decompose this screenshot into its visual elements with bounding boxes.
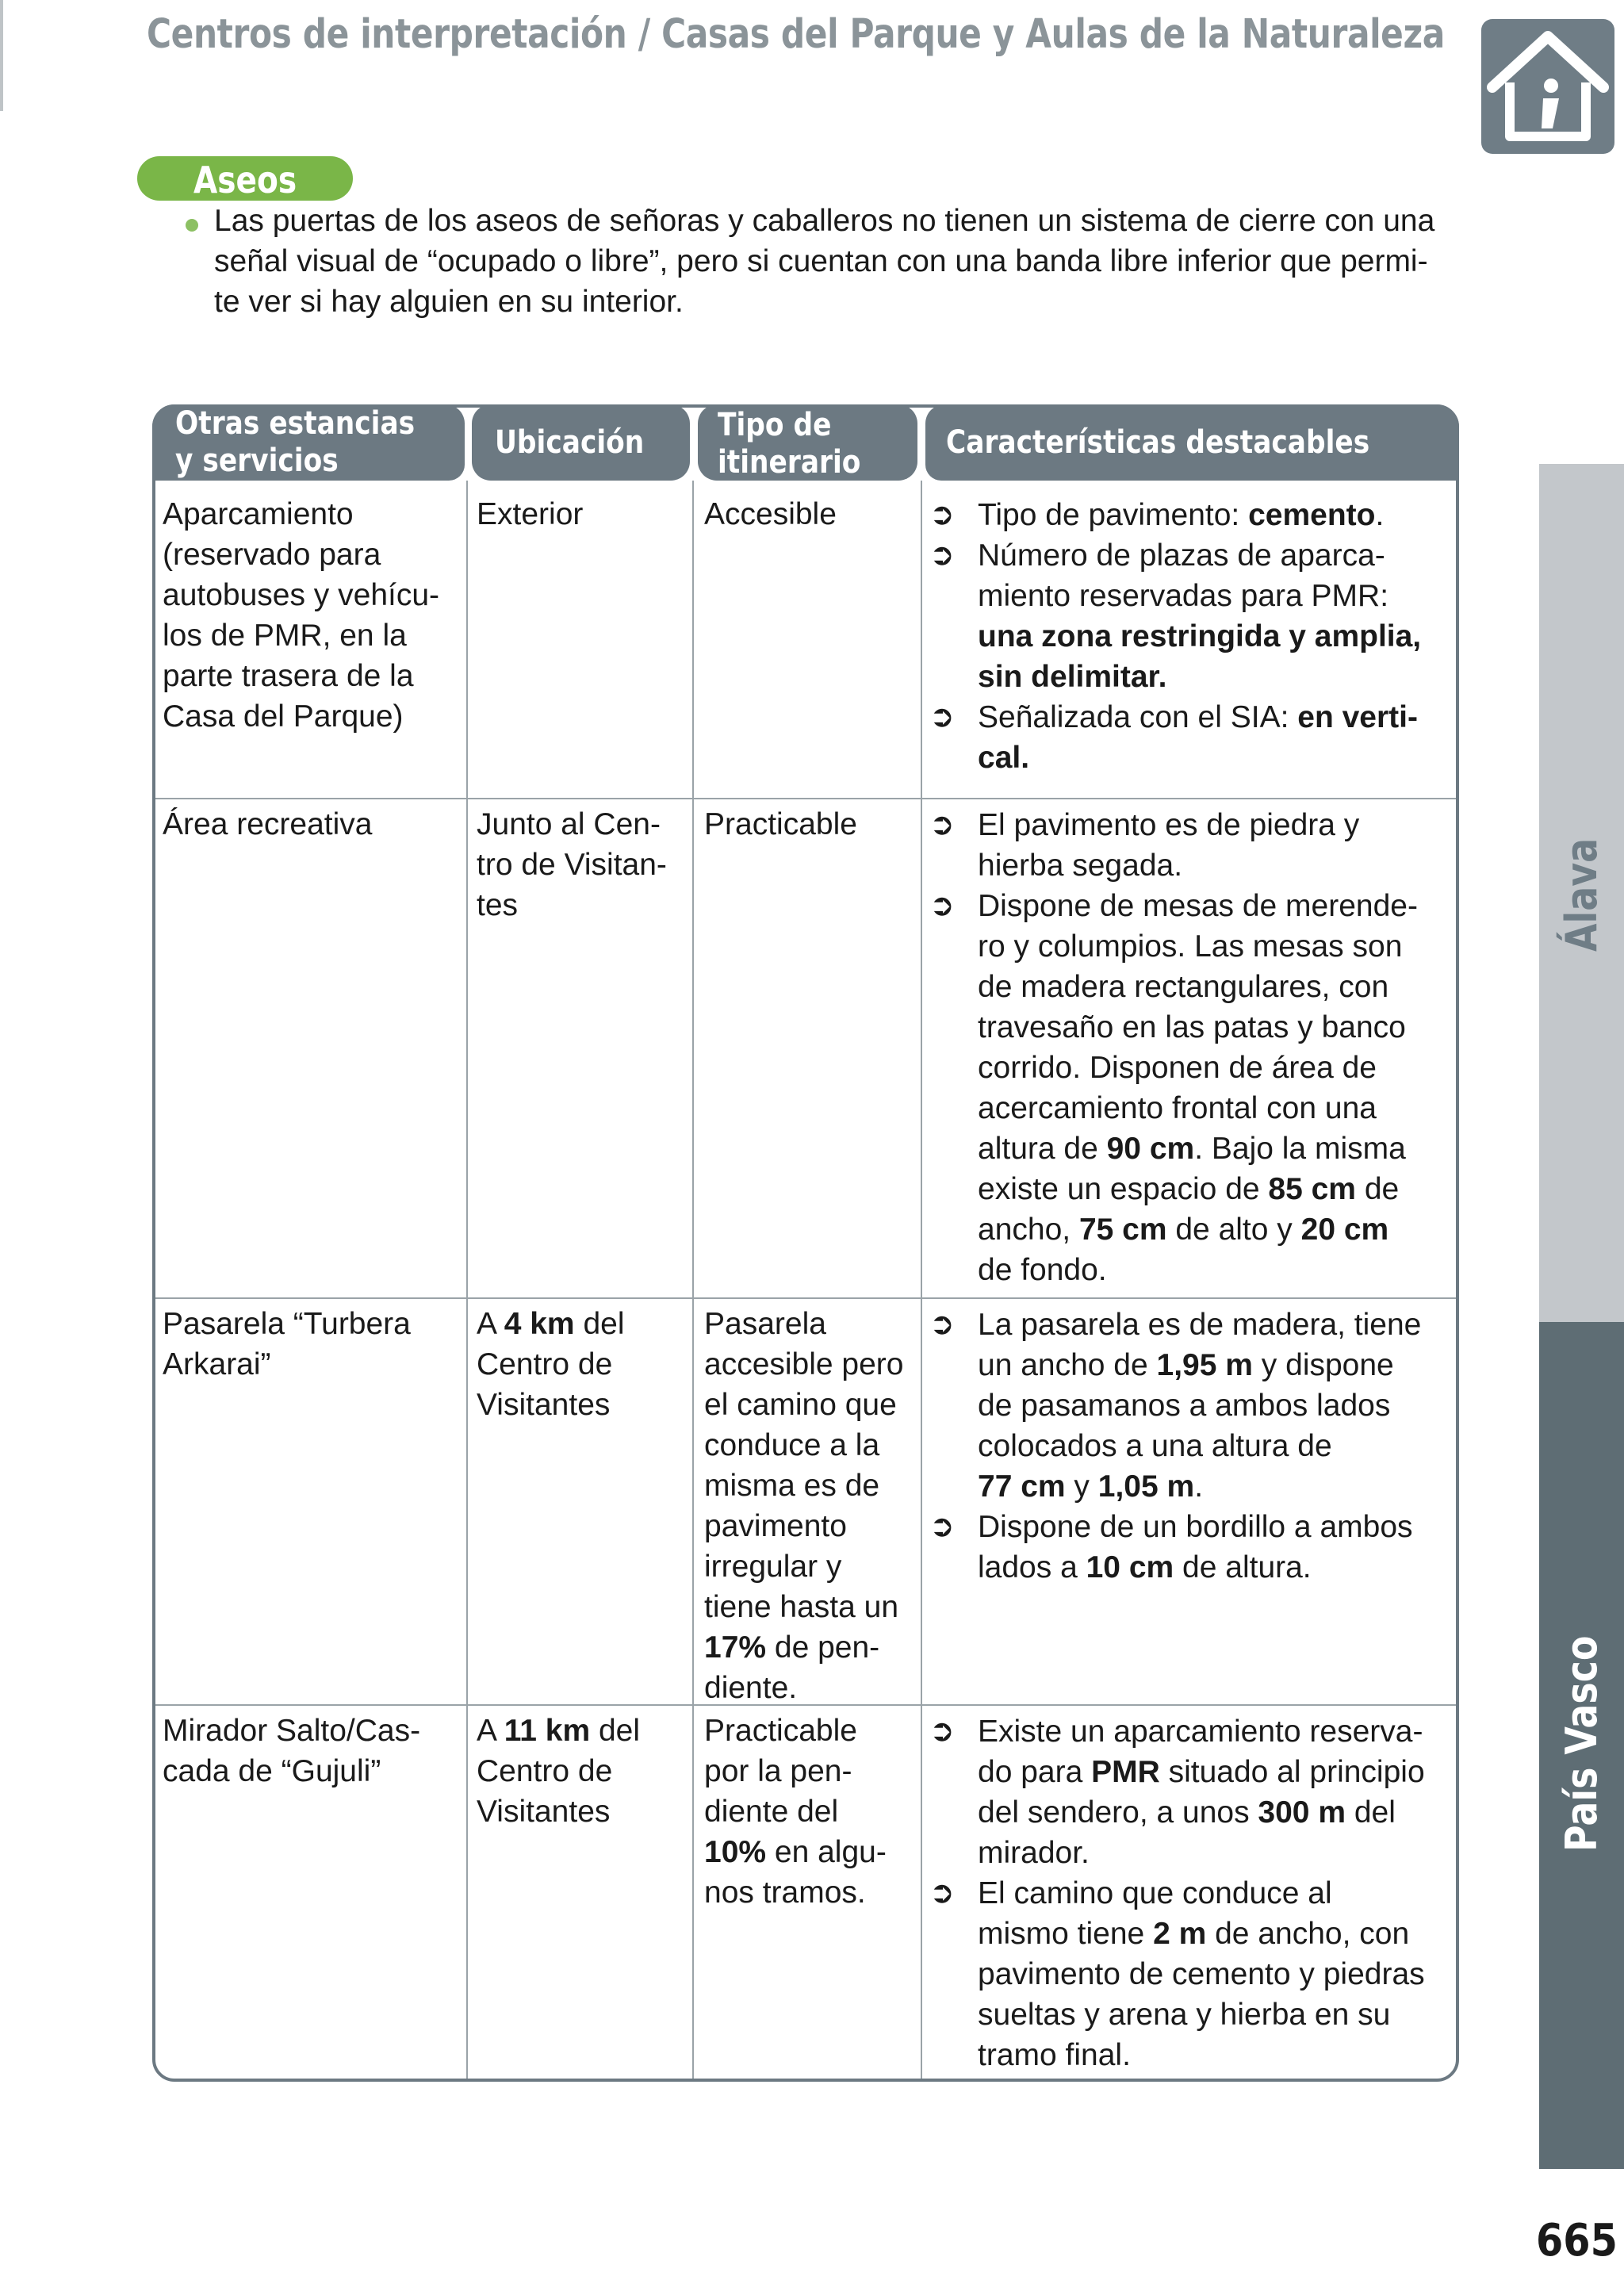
cell-line: Centro de — [477, 1347, 613, 1381]
cell-line: los de PMR, en la — [163, 619, 407, 653]
cell-line: un ancho de 1,95 m y dispone — [978, 1348, 1394, 1382]
cell-line: pavimento — [704, 1509, 847, 1543]
cell-line: de madera rectangulares, con — [978, 970, 1389, 1004]
table-cell-features — [978, 805, 1446, 1290]
cell-line: diente. — [704, 1671, 798, 1705]
row-divider — [155, 798, 1456, 799]
arrow-bullet-icon: ➲ — [929, 498, 955, 531]
cell-line: una zona restringida y amplia, — [978, 619, 1422, 653]
cell-line: (reservado para — [163, 538, 381, 572]
table-cell-route — [704, 804, 857, 845]
header-services — [152, 404, 465, 481]
arrow-bullet-icon: ➲ — [929, 1876, 955, 1910]
page-number: 665 — [1536, 2215, 1618, 2266]
cell-line: Señalizada con el SIA: en verti- — [978, 700, 1418, 734]
cell-line: Exterior — [477, 497, 584, 531]
cell-line: tiene hasta un — [704, 1590, 899, 1624]
cell-line: Junto al Cen- — [477, 807, 661, 841]
cell-line: misma es de — [704, 1469, 880, 1503]
cell-line: acercamiento frontal con una — [978, 1091, 1377, 1125]
cell-line: Dispone de un bordillo a ambos — [978, 1510, 1413, 1544]
cell-line: ro y columpios. Las mesas son — [978, 929, 1403, 964]
cell-line: mirador. — [978, 1836, 1090, 1870]
cell-line: tro de Visitan- — [477, 848, 667, 882]
cell-line: travesaño en las patas y banco — [978, 1010, 1406, 1044]
header-route-type — [698, 404, 917, 481]
cell-line: 10% en algu- — [704, 1835, 887, 1869]
table-cell-features — [978, 495, 1446, 778]
section-tag-label: Aseos — [193, 159, 297, 201]
column-divider — [692, 481, 694, 2079]
cell-line: Aparcamiento — [163, 497, 354, 531]
cell-line: Tipo de pavimento: cemento. — [978, 498, 1385, 532]
cell-line: nos tramos. — [704, 1876, 866, 1910]
section-paragraph — [214, 201, 1467, 322]
cell-line: el camino que — [704, 1388, 897, 1422]
header-services-line1: Otras estancias — [175, 405, 416, 442]
header-services-line2: y servicios — [175, 443, 339, 479]
side-tab-pais-vasco-label: País Vasco — [1557, 1635, 1607, 1852]
cell-line: Mirador Salto/Cas- — [163, 1714, 421, 1748]
cell-line: Visitantes — [477, 1388, 611, 1422]
table-cell-location — [477, 1711, 640, 1832]
table-cell-route — [704, 1711, 887, 1913]
cell-line: hierba segada. — [978, 849, 1183, 883]
side-tab-alava-label: Álava — [1557, 837, 1607, 952]
cell-line: Existe un aparcamiento reserva- — [978, 1715, 1423, 1749]
header-features — [925, 404, 1459, 481]
table-cell-service — [163, 1304, 411, 1385]
arrow-bullet-icon: ➲ — [929, 1308, 955, 1341]
table-cell-location — [477, 1304, 625, 1425]
cell-line: A 11 km del — [477, 1714, 641, 1748]
header-location — [472, 404, 690, 481]
cell-line: conduce a la — [704, 1428, 880, 1462]
cell-line: Pasarela “Turbera — [163, 1307, 411, 1341]
table-cell-features — [978, 1711, 1446, 2075]
cell-line: irregular y — [704, 1550, 842, 1584]
cell-line: El pavimento es de piedra y — [978, 808, 1360, 842]
column-divider — [466, 481, 468, 2079]
table-cell-route — [704, 1304, 903, 1708]
arrow-bullet-icon: ➲ — [929, 538, 955, 572]
cell-line: Centro de — [477, 1754, 613, 1788]
header-route-line2: itinerario — [718, 444, 861, 481]
paragraph-line: señal visual de “ocupado o libre”, pero si cuentan con una banda libre inferior que permi- — [214, 244, 1428, 278]
cell-line: colocados a una altura de — [978, 1429, 1332, 1463]
cell-line: corrido. Disponen de área de — [978, 1051, 1377, 1085]
cell-line: tramo final. — [978, 2038, 1131, 2072]
margin-rule — [0, 0, 3, 111]
cell-line: altura de 90 cm. Bajo la misma — [978, 1132, 1406, 1166]
section-tag-aseos — [137, 156, 353, 201]
arrow-bullet-icon: ➲ — [929, 889, 955, 922]
cell-line: tes — [477, 888, 519, 922]
arrow-bullet-icon: ➲ — [929, 1510, 955, 1543]
table-cell-location — [477, 494, 583, 535]
cell-line: Practicable — [704, 1714, 857, 1748]
cell-line: por la pen- — [704, 1754, 852, 1788]
cell-line: do para PMR situado al principio — [978, 1755, 1425, 1789]
table-cell-features — [978, 1305, 1446, 1588]
cell-line: sin delimitar. — [978, 660, 1167, 694]
cell-line: mismo tiene 2 m de ancho, con — [978, 1917, 1410, 1951]
cell-line: cal. — [978, 741, 1030, 775]
cell-line: miento reservadas para PMR: — [978, 579, 1389, 613]
page-title: Centros de interpretación / Casas del Parque y Aulas de la Naturaleza — [147, 11, 1445, 58]
cell-line: Casa del Parque) — [163, 699, 404, 734]
arrow-bullet-icon: ➲ — [929, 700, 955, 734]
cell-line: 77 cm y 1,05 m. — [978, 1469, 1204, 1504]
paragraph-line: te ver si hay alguien en su interior. — [214, 285, 684, 319]
cell-line: existe un espacio de 85 cm de — [978, 1172, 1400, 1206]
cell-line: Número de plazas de aparca- — [978, 538, 1385, 573]
cell-line: Practicable — [704, 807, 857, 841]
cell-line: El camino que conduce al — [978, 1876, 1332, 1910]
cell-line: Pasarela — [704, 1307, 826, 1341]
arrow-bullet-icon: ➲ — [929, 808, 955, 841]
cell-line: Visitantes — [477, 1795, 611, 1829]
cell-line: de pasamanos a ambos lados — [978, 1389, 1391, 1423]
row-divider — [155, 1297, 1456, 1299]
header-location-label: Ubicación — [495, 424, 645, 461]
cell-line: La pasarela es de madera, tiene — [978, 1308, 1422, 1342]
cell-line: Área recreativa — [163, 807, 373, 841]
bullet-dot-icon — [186, 219, 198, 232]
cell-line: Accesible — [704, 497, 837, 531]
table-cell-location — [477, 804, 667, 925]
paragraph-line: Las puertas de los aseos de señoras y caballeros no tienen un sistema de cierre con una — [214, 204, 1435, 238]
cell-line: pavimento de cemento y piedras — [978, 1957, 1425, 1991]
cell-line: del sendero, a unos 300 m del — [978, 1795, 1396, 1830]
table-cell-service — [163, 494, 439, 737]
cell-line: accesible pero — [704, 1347, 904, 1381]
cell-line: Arkarai” — [163, 1347, 271, 1381]
table-cell-route — [704, 494, 837, 535]
cell-line: diente del — [704, 1795, 839, 1829]
header-route-line1: Tipo de — [718, 407, 832, 443]
cell-line: Dispone de mesas de merende- — [978, 889, 1418, 923]
column-divider — [921, 481, 922, 2079]
cell-line: A 4 km del — [477, 1307, 625, 1341]
table-cell-service — [163, 1711, 420, 1791]
table-cell-service — [163, 804, 372, 845]
header-features-label: Características destacables — [946, 424, 1370, 461]
cell-line: cada de “Gujuli” — [163, 1754, 381, 1788]
cell-line: sueltas y arena y hierba en su — [978, 1998, 1391, 2032]
cell-line: autobuses y vehícu- — [163, 578, 440, 612]
arrow-bullet-icon: ➲ — [929, 1715, 955, 1748]
cell-line: lados a 10 cm de altura. — [978, 1550, 1312, 1584]
info-house-icon — [1481, 19, 1614, 154]
cell-line: de fondo. — [978, 1253, 1107, 1287]
cell-line: ancho, 75 cm de alto y 20 cm — [978, 1213, 1389, 1247]
cell-line: 17% de pen- — [704, 1630, 880, 1665]
cell-line: parte trasera de la — [163, 659, 414, 693]
